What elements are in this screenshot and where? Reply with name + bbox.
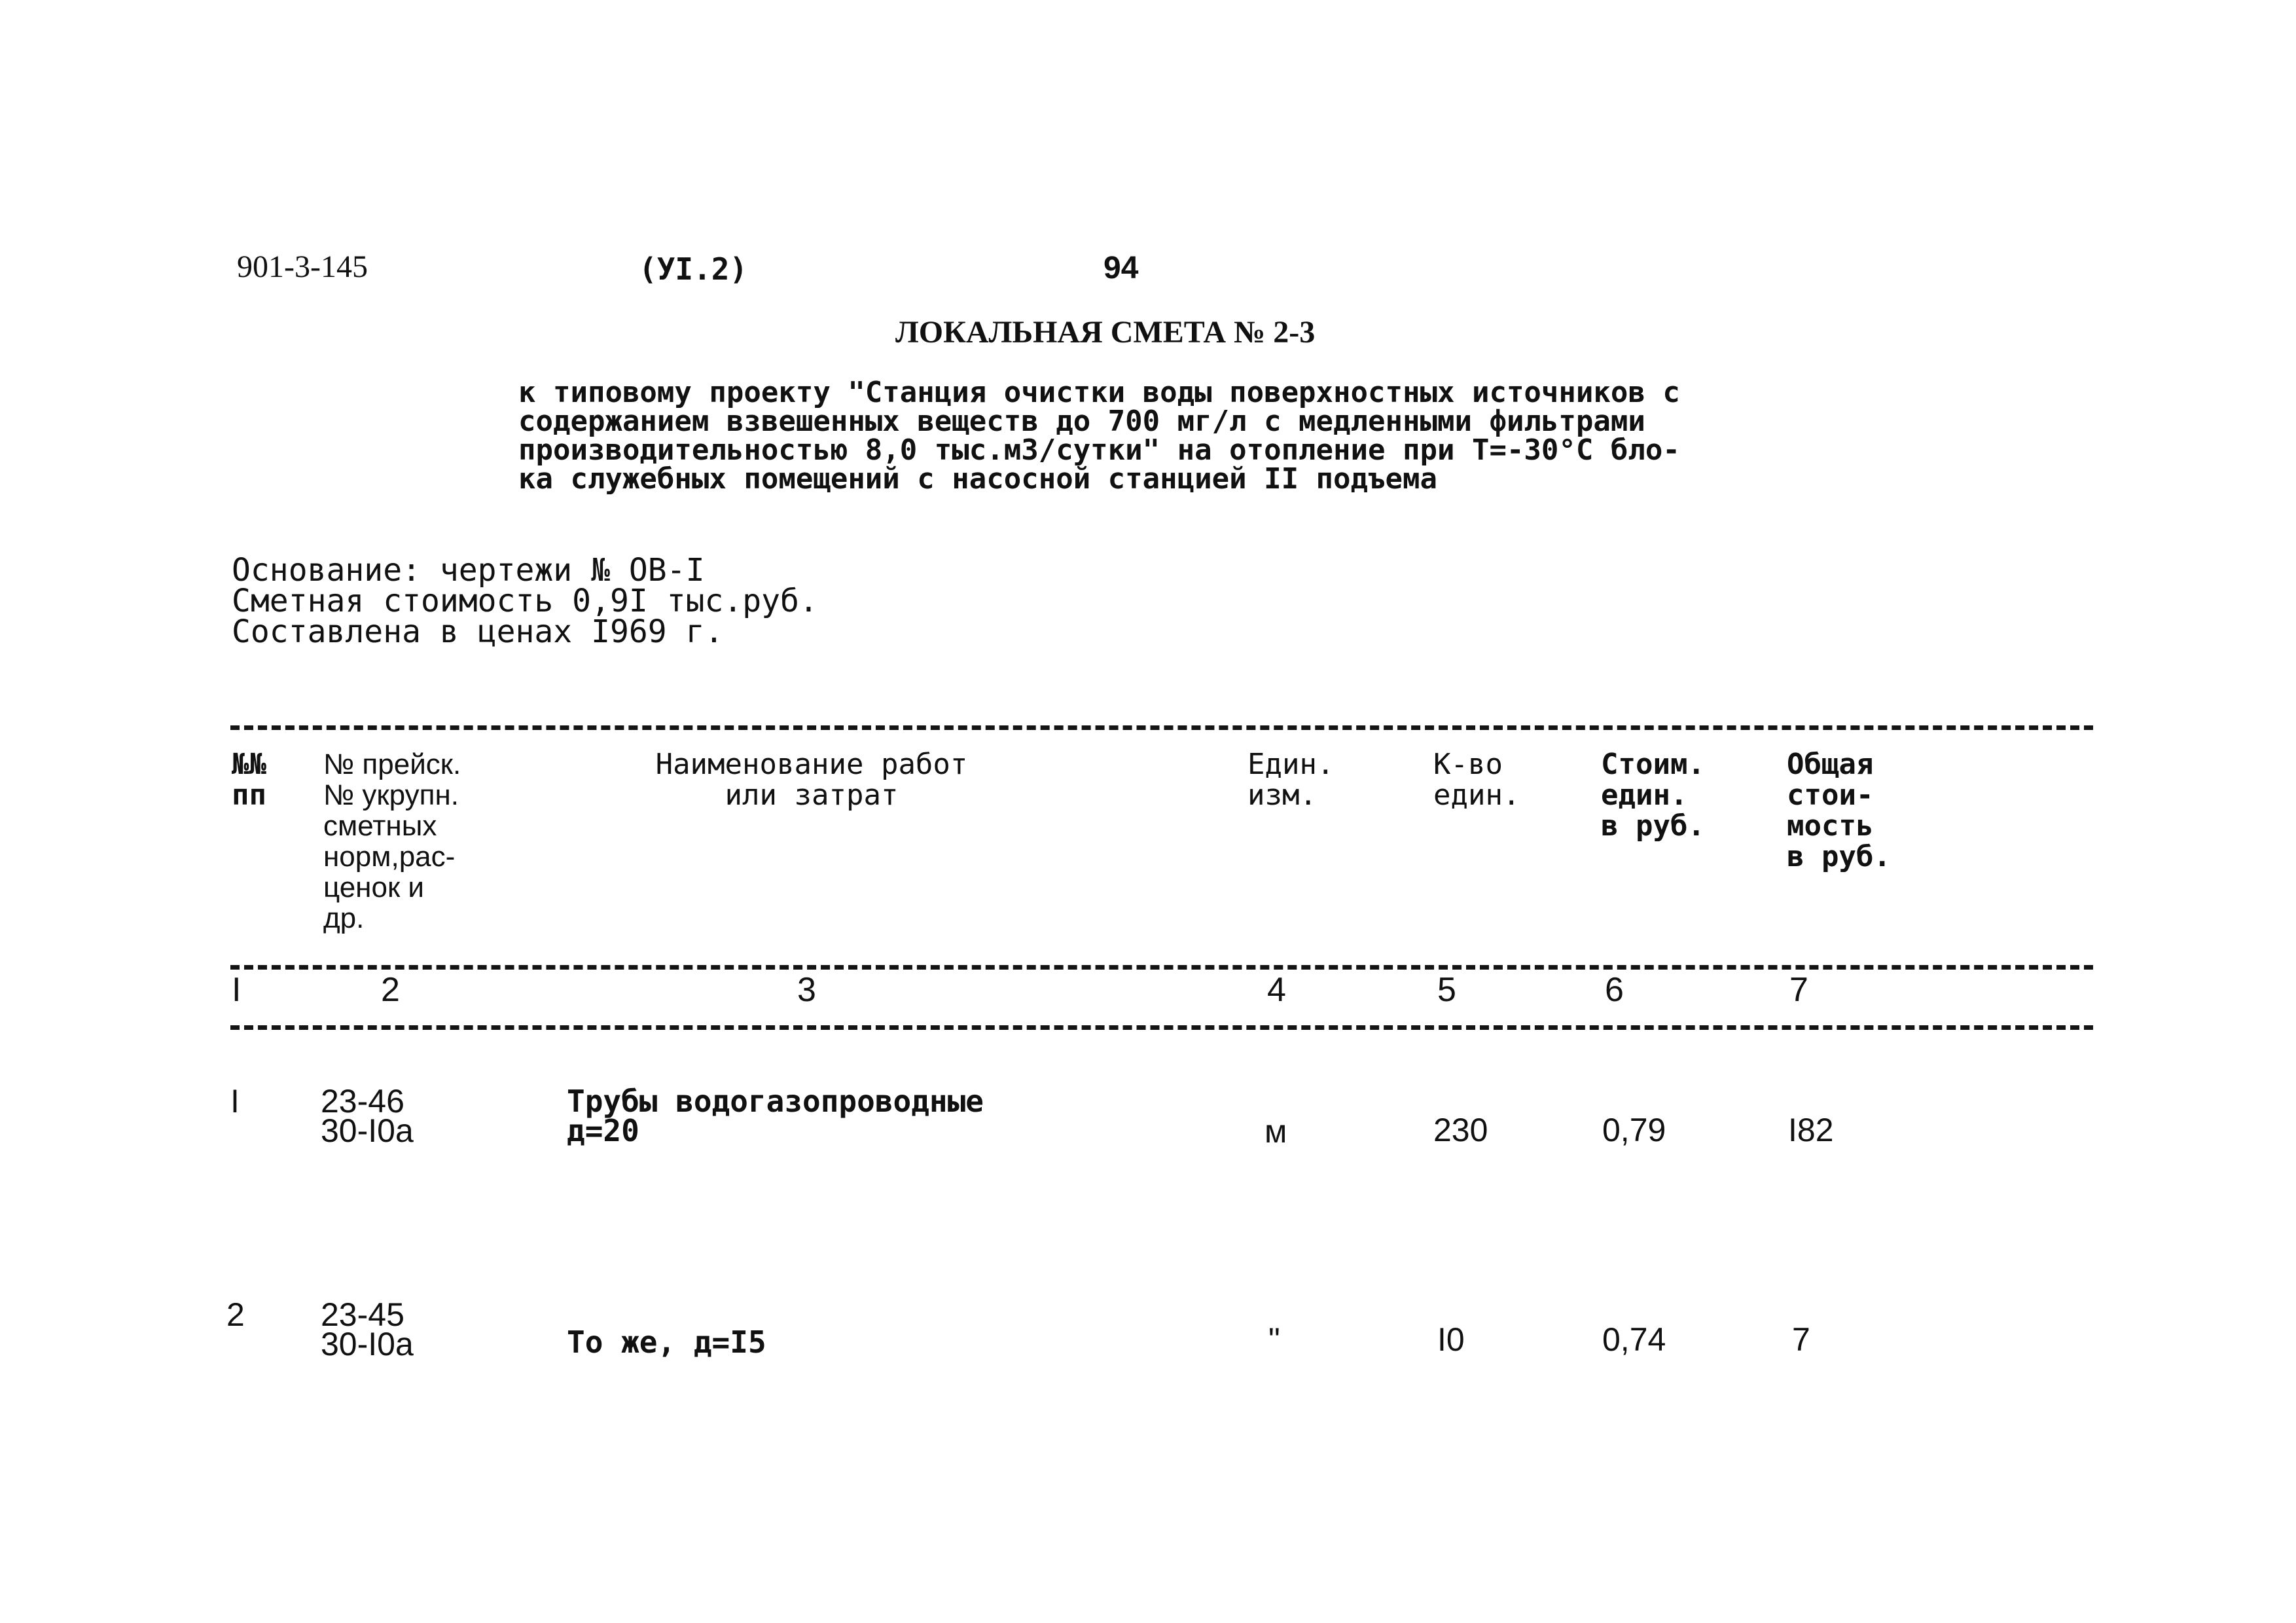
row-1-unit-cost: 0,79 [1602, 1112, 1666, 1148]
basis-line-2: Сметная стоимость 0,9I тыс.руб. [232, 583, 818, 619]
col-number-2: 2 [381, 971, 400, 1009]
row-2-code: 23-45 30-I0а [321, 1296, 414, 1362]
col-number-6: 6 [1605, 971, 1624, 1009]
col-header-6: Стоим. един. в руб. [1601, 748, 1705, 843]
row-1-unit: м [1265, 1113, 1287, 1150]
section-label: (УI.2) [639, 251, 748, 287]
row-2-unit-cost: 0,74 [1602, 1321, 1666, 1358]
row-2-name: То же, д=I5 [567, 1324, 766, 1360]
col-header-7: Общая стои- мость в руб. [1787, 748, 1891, 873]
table-top-rule [230, 725, 2093, 730]
row-2-unit: " [1268, 1321, 1280, 1358]
col-header-2: № прейск. № укрупн. сметных норм,рас- ценок и др. [323, 748, 461, 934]
project-description: к типовому проекту "Станция очистки воды поверхностных источников с содержанием взвешенных веществ до 700 мг/л с медленными фильтрами производительностью 8,0 тыс.м3/сутки" на отопление при Т=-30°С бло- ка служебных помещений с насосной станцией II подъема [518, 376, 1680, 496]
basis-line-3: Составлена в ценах I969 г. [232, 613, 724, 650]
doc-code: 901-3-145 [237, 249, 368, 284]
col-number-3: 3 [797, 971, 816, 1009]
header-bottom-rule [230, 965, 2093, 970]
row-1-total: I82 [1788, 1112, 1834, 1148]
row-1-number: I [230, 1083, 240, 1120]
row-2-total: 7 [1792, 1321, 1810, 1358]
row-2-quantity: I0 [1437, 1321, 1465, 1358]
basis-line-1: Основание: чертежи № ОВ-I [232, 552, 705, 589]
col-header-4: Един. изм. [1247, 748, 1335, 812]
col-number-4: 4 [1267, 971, 1286, 1009]
row-1-name: Трубы водогазопроводные д=20 [567, 1084, 984, 1148]
col-number-5: 5 [1437, 971, 1456, 1009]
row-1-quantity: 230 [1433, 1112, 1488, 1148]
col-number-7: 7 [1789, 971, 1808, 1009]
col-header-3: Наименование работ или затрат [655, 748, 968, 812]
column-numbers-rule [230, 1025, 2093, 1030]
col-number-1: I [232, 971, 242, 1009]
col-header-1: №№ пп [232, 748, 266, 812]
col-header-5: К-во един. [1433, 748, 1520, 812]
row-2-number: 2 [226, 1296, 245, 1333]
page-number: 94 [1103, 251, 1139, 285]
document-title: ЛОКАЛЬНАЯ СМЕТА № 2-3 [895, 315, 1316, 350]
row-1-code: 23-46 30-I0а [321, 1083, 414, 1149]
